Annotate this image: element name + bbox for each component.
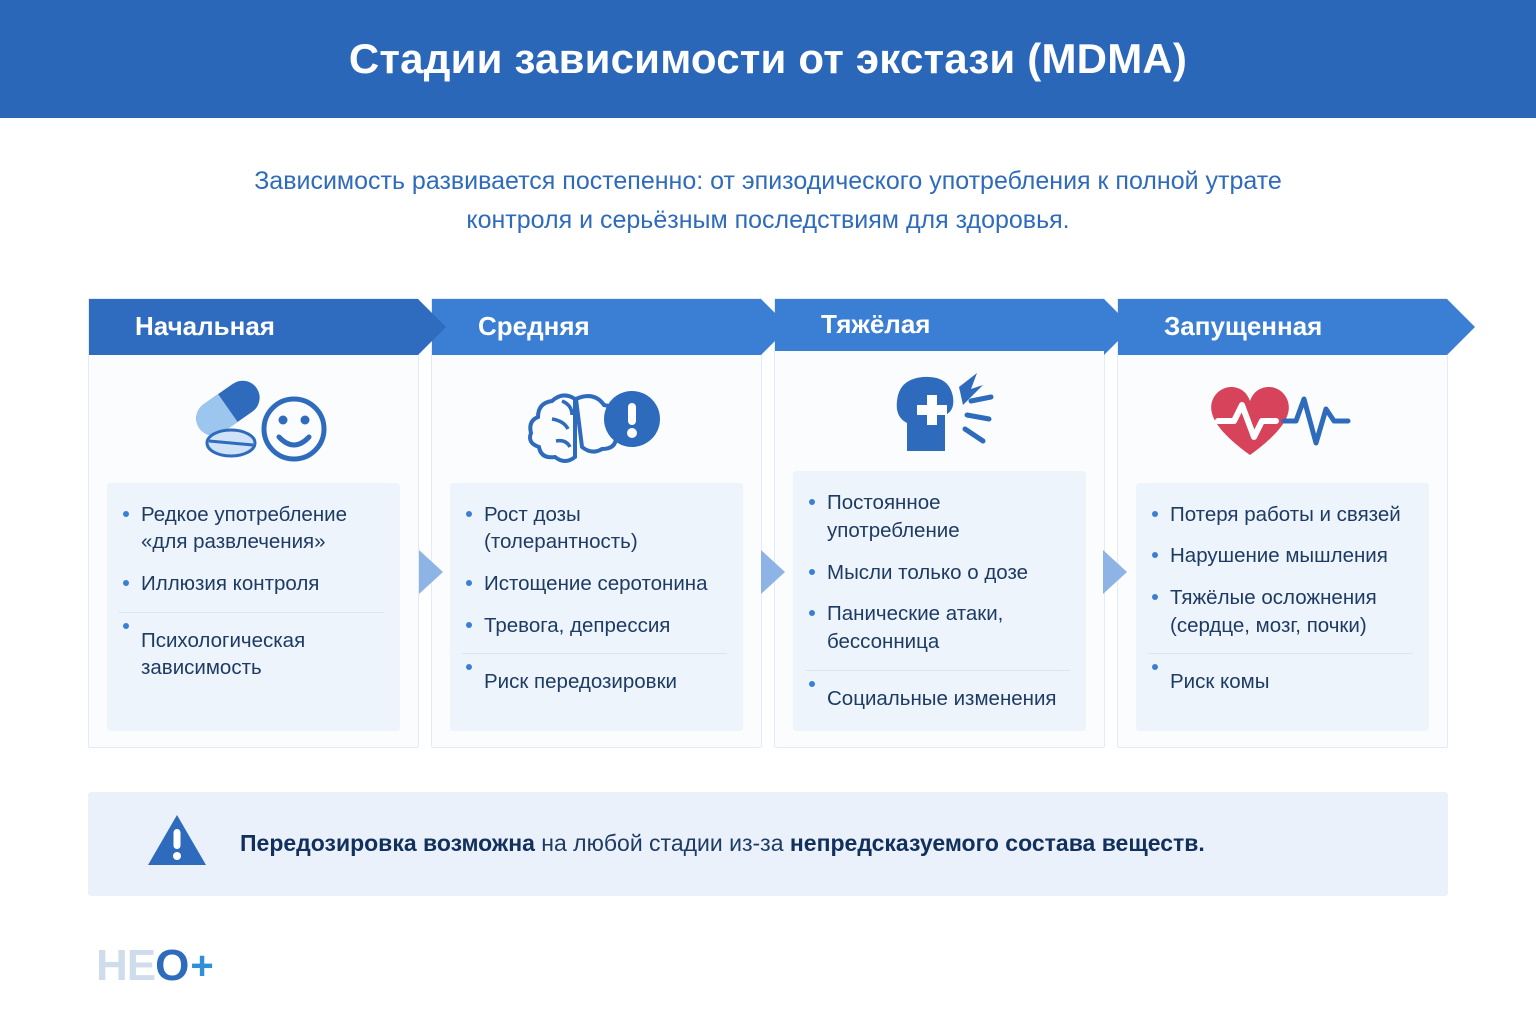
list-item: Риск комы <box>1148 653 1413 696</box>
warning-bold-start: Передозировка возможна <box>240 830 535 856</box>
stage-bullets-1 <box>107 483 400 731</box>
intro-line-2: контроля и серьёзным последствиям для здоровья. <box>466 205 1070 234</box>
warning-text <box>240 830 1205 857</box>
stage-card-4 <box>1117 298 1448 748</box>
page-title: Стадии зависимости от экстази (MDMA) <box>348 35 1188 82</box>
stage-bullets-3 <box>793 471 1086 730</box>
stage-label-4: Запущенная <box>1164 311 1323 341</box>
list-item: Редкое употребление «для развлечения» <box>119 501 384 556</box>
list-item: Тревога, депрессия <box>462 612 727 640</box>
stage-card-2 <box>431 298 762 748</box>
logo-wordmark <box>96 941 189 990</box>
list-item: Психологическая зависимость <box>119 612 384 682</box>
intro-line-1: Зависимость развивается постепенно: от эпизодического употребления к полной утрате <box>254 167 1282 195</box>
warning-middle: на любой стадии из-за <box>534 830 790 856</box>
stage-header-4 <box>1118 299 1447 355</box>
brain-alert-icon <box>432 355 761 483</box>
list-item: Постоянное употребление <box>805 489 1070 544</box>
head-pain-icon <box>775 351 1104 471</box>
stage-card-3 <box>774 298 1105 748</box>
warning-banner <box>88 792 1448 896</box>
list-item: Нарушение мышления <box>1148 542 1413 570</box>
list-item: Иллюзия контроля <box>119 570 384 598</box>
list-item: Истощение серотонина <box>462 570 727 598</box>
stage-connector-arrow-1 <box>419 550 443 594</box>
list-item: Потеря работы и связей <box>1148 501 1413 529</box>
stage-bullets-2 <box>450 483 743 731</box>
list-item: Тяжёлые осложнения (сердце, мозг, почки) <box>1148 584 1413 639</box>
logo-letter-h: H <box>96 941 127 990</box>
brand-logo <box>96 941 214 990</box>
list-item: Панические атаки, бессонница <box>805 600 1070 655</box>
warning-triangle-icon <box>146 813 208 874</box>
stage-bullets-4 <box>1136 483 1429 731</box>
stage-label-2: Средняя <box>478 311 590 341</box>
stage-header-2 <box>432 299 761 355</box>
stage-header-3 <box>775 299 1104 352</box>
stage-connector-arrow-2 <box>761 550 785 594</box>
stage-connector-arrow-3 <box>1103 550 1127 594</box>
stage-label-3: Тяжёлая <box>821 309 931 340</box>
stage-label-1: Начальная <box>135 311 275 341</box>
stages-section <box>88 298 1448 748</box>
logo-plus-icon: + <box>190 944 214 988</box>
warning-bold-end: непредсказуемого состава веществ. <box>789 830 1205 856</box>
stage-header-1 <box>89 299 418 355</box>
heart-pulse-icon <box>1118 355 1447 483</box>
list-item: Социальные изменения <box>805 670 1070 713</box>
logo-letter-e: E <box>126 941 156 990</box>
intro-paragraph <box>198 162 1338 240</box>
page-header <box>0 0 1536 118</box>
list-item: Рост дозы (толерантность) <box>462 501 727 556</box>
stage-card-1 <box>88 298 419 748</box>
list-item: Мысли только о дозе <box>805 559 1070 587</box>
pills-smiley-icon <box>89 355 418 483</box>
list-item: Риск передозировки <box>462 653 727 696</box>
logo-letter-o: O <box>155 941 189 990</box>
